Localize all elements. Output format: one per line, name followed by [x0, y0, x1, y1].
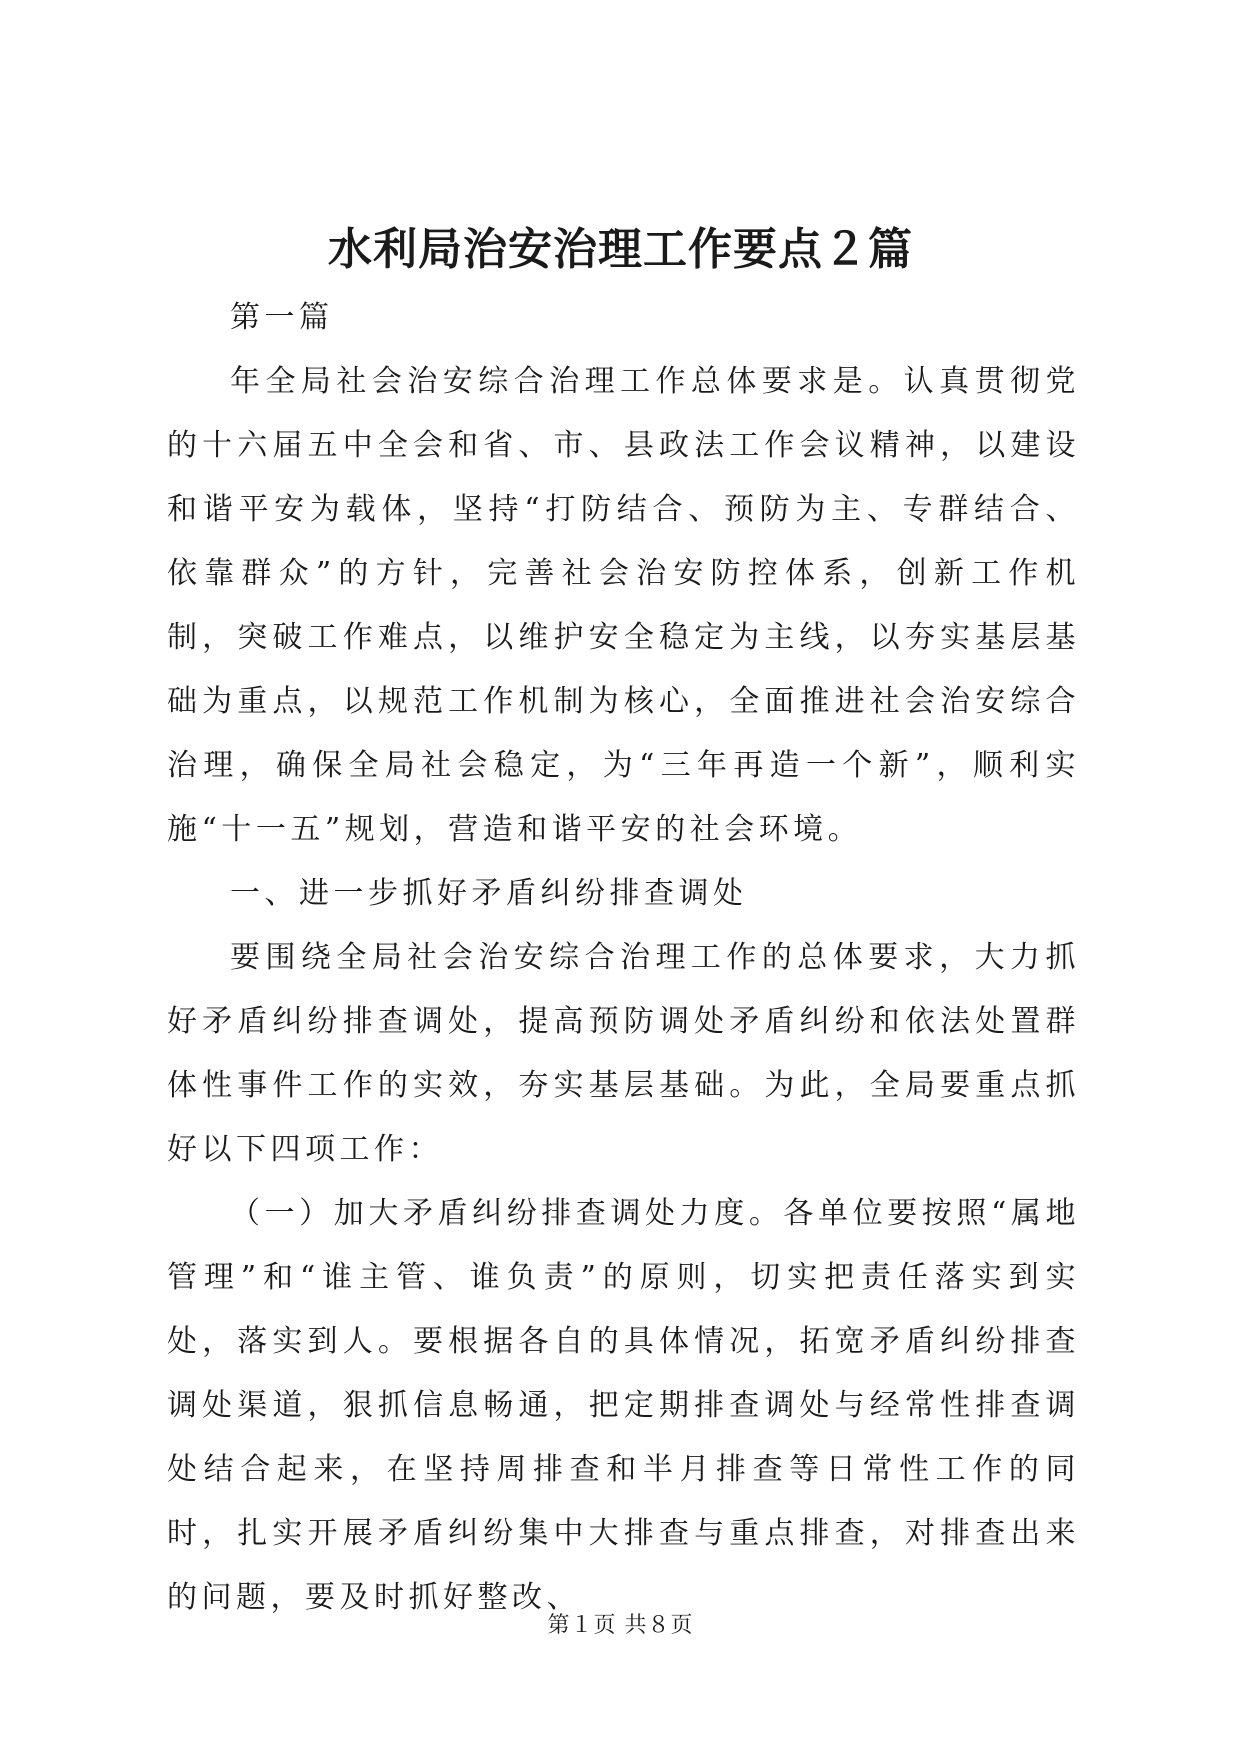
- paragraph-four-tasks: 要围绕全局社会治安综合治理工作的总体要求，大力抓好矛盾纠纷排查调处，提高预防调处矛盾纠纷和依法处置群体性事件工作的实效，夯实基层基础。为此，全局要重点抓好以下四项工作：: [167, 940, 1080, 1167]
- document-body: [167, 286, 1080, 1630]
- paragraph-overall-requirements: 年全局社会治安综合治理工作总体要求是。认真贯彻党的十六届五中全会和省、市、县政法工作会议精神，以建设和谐平安为载体，坚持“打防结合、预防为主、专群结合、依靠群众”的方针，完善社会治安防控体系，创新工作机制，突破工作难点，以维护安全稳定为主线，以夯实基层基础为重点，以规范工作机制为核心，全面推进社会治安综合治理，确保全局社会稳定，为“三年再造一个新”，顺利实施“十一五”规划，营造和谐平安的社会环境。: [167, 364, 1080, 847]
- paragraph-task-one: （一）加大矛盾纠纷排查调处力度。各单位要按照“属地管理”和“谁主管、谁负责”的原则，切实把责任落实到实处，落实到人。要根据各自的具体情况，拓宽矛盾纠纷排查调处渠道，狠抓信息畅通，把定期排查调处与经常性排查调处结合起来，在坚持周排查和半月排查等日常性工作的同时，扎实开展矛盾纠纷集中大排查与重点排查，对排查出来的问题，要及时抓好整改、: [167, 1196, 1080, 1615]
- section-heading-dispute-investigation: 一、进一步抓好矛盾纠纷排查调处: [230, 876, 748, 911]
- section-heading-part-one: 第一篇: [230, 300, 334, 335]
- page-footer: 第１页 共８页: [547, 1613, 694, 1638]
- document-title: 水利局治安治理工作要点２篇: [328, 224, 913, 275]
